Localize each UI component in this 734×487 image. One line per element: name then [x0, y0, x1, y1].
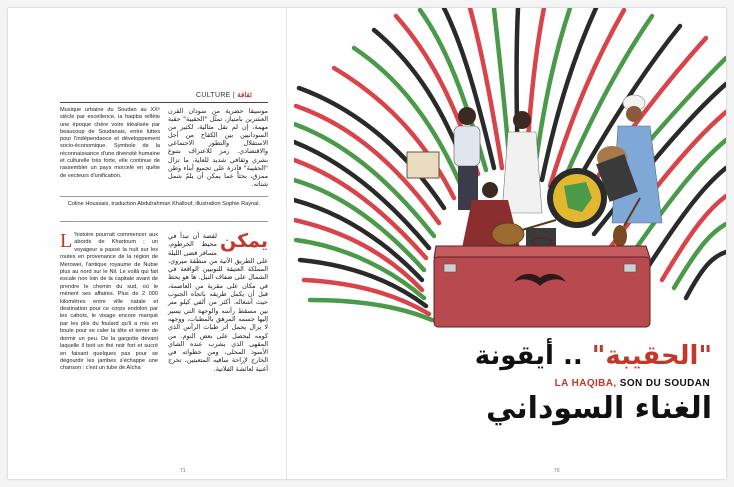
section-rubric — [196, 91, 252, 99]
subtitle-fr-black: SON DU SOUDAN — [616, 378, 710, 389]
dropcap-ar: يمكن — [219, 230, 268, 252]
intro-arabic: موسيقا حضرية من سودان القرن العشرين بامتياز، تمثّل "الحقيبة" حقبة مهمة، إن لم نقل مثالية، لكثير من السودانيين بين الكفاح من أجل الاستقلال والتطور الاجتماعي والاقتصادي. رمز للاعتراف بتنوع بشري وثقافي شديد للغاية، ما تزال "الحقيبة" قادرة على تجميع أبناء وطن ممزق، بحثاً عما يمكن أن يلمّ شمل شتاته. — [168, 107, 268, 188]
title-quote-close: " — [591, 341, 606, 371]
body-arabic — [168, 232, 268, 373]
credit-divider-bottom — [60, 221, 268, 222]
subtitle-fr-red: LA HAQIBA, — [554, 378, 617, 389]
rubric-fr: CULTURE | — [196, 92, 238, 99]
intro-french: Musique urbaine du Soudan au XXᵉ siècle par excellence, la haqiba reflète une époque chère voire idéalisée par beaucoup de Soudanais, entre luttes pour l'indépendance et développement socio-économique. Symbole de la réconnaissance d'une diversité humaine et culturelle très forte, elle continue de rassembler un pays morcelé en quête de vecteurs d'unification. — [60, 107, 160, 179]
title-arabic-line1 — [475, 341, 712, 371]
body-arabic-text: لقصة أن تبدأ في محيط الخرطوم، مسافر قضى الليلة على الطريق الآتية من منطقة ميروي، المملكة العتيقة للنوبيين الواقعة في الشمال على ضفاف النيل. ها هو يحط في مكان على مقربة من العاصمة، قبل أن يكمل طريقه باتجاه الجنوب حيث أشغاله. أكثر من ألفي كيلو متر بين مسقط رأسه والوجهة التي يسير إليها جسمه المرهق بالمطبات، ووجهه لا يزال يحمل أثر طيات الرأس الذي كومه ليحصل على بعض النوم. من المقهى الذي يشرب عنده الشاي الأسود المحلى، ومن خطواته في الخارج لإراحة ساقيه المتعبتين، تخرج أغنية لعائشة الفلاتية. — [168, 232, 268, 373]
body-french — [60, 232, 158, 373]
page-number-left: 71 — [180, 468, 186, 474]
credit-divider-top — [60, 196, 268, 197]
title-arabic-line2: الغناء السوداني — [486, 391, 712, 426]
title-icon-word: .. أيقونة — [474, 341, 592, 371]
rubric-divider — [60, 102, 268, 103]
dropcap-fr: L — [60, 230, 73, 252]
page-gutter — [286, 8, 287, 479]
title-haqiba: الحقيبة — [605, 341, 699, 371]
suitcase — [434, 238, 650, 327]
body-french-text: 'histoire pourrait commencer aux abords de Khartoum ; un voyageur a passé la nuit sur les routes en provenance de la région de Meroweï, l'antique royaume de Nubie plus au nord sur le Nil. Le voilà qui fait escale non loin de la capitale avant de prendre le chemin du sud, où le mènent ses affaires. Plus de 2 000 kilomètres entre ville natale et destination pour ce corps endolori par les cahots, le visage encore marqué par les plis du foulard qu'il a mis en boule pour se caler la tête et tenter de dormir un peu. De la gargotte devant laquelle il boit un thé noir fort et sucré en faisant quelques pas pour se dégourdir les jambes s'échappe une chanson : c'est un tube de Aïcha — [60, 232, 158, 372]
byline-credit: Coline Houssais, traduction Abdulrahman Khallouf, illustration Sophie Raynal. — [67, 201, 261, 207]
musician-right — [597, 95, 662, 223]
page-number-right: 70 — [554, 468, 560, 474]
rubric-ar: ثقافة — [237, 92, 252, 99]
magazine-spread — [8, 8, 726, 479]
title-quote-open: " — [698, 341, 712, 371]
subtitle-french — [555, 378, 710, 389]
